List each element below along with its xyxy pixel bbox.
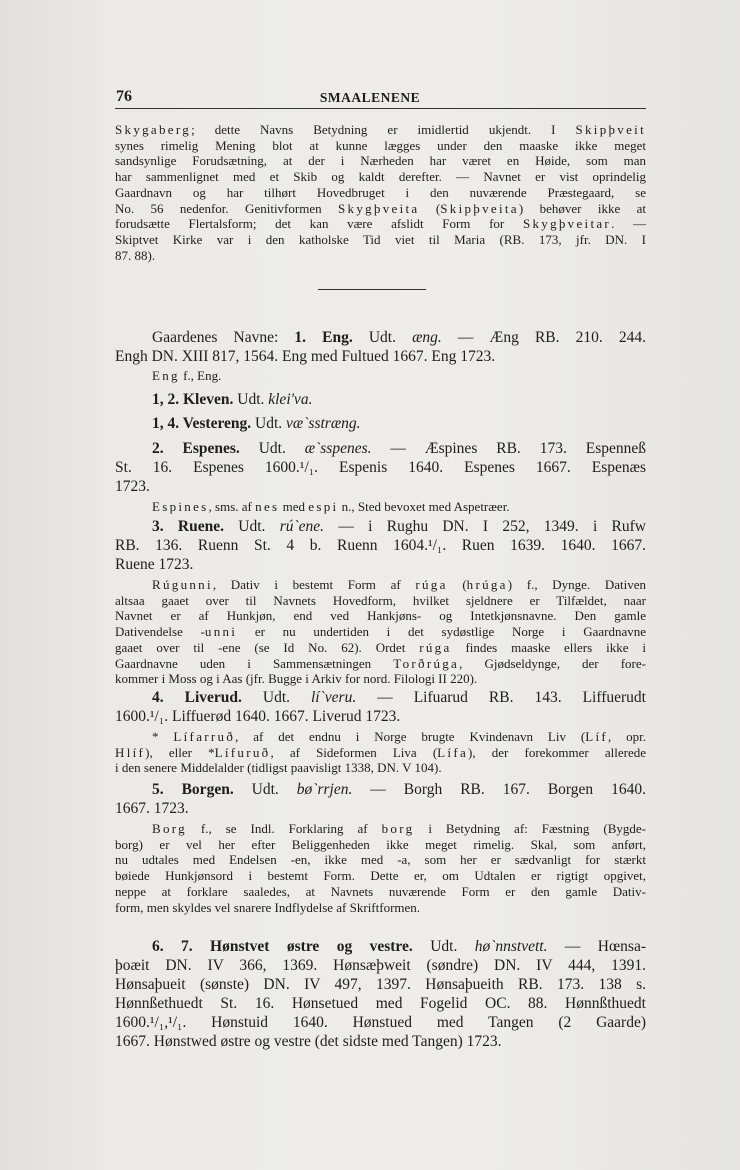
text-segment: f., Eng. <box>179 368 222 383</box>
text-segment: , sms. af <box>208 499 256 514</box>
text-segment: ) behøver ikke at <box>518 200 646 216</box>
text-segment: nu udtales med Endelsen -en, ikke med -a, som her er sædvanligt for stærkt <box>115 852 646 868</box>
text-line <box>115 329 646 348</box>
text-line <box>115 577 646 593</box>
text-segment: * <box>152 729 174 744</box>
text-segment: n., Sted bevoxet med Aspetræer. <box>338 499 510 514</box>
text-line <box>115 499 646 515</box>
text-segment: , Gjødseldynge, der fore- <box>459 655 646 671</box>
text-segment: ( <box>447 577 467 592</box>
pronunciation: væ`sstræng. <box>286 415 361 432</box>
text-line <box>115 781 646 800</box>
text-segment: Navnet er af Hunkjøn, end ved Hankjøns- og Intetkjønsnavne. Den gamle <box>115 608 646 624</box>
text-line <box>115 201 646 217</box>
text-line <box>115 391 646 410</box>
pronunciation: æng. <box>412 329 442 346</box>
text-segment: . — <box>611 216 646 232</box>
text-segment: synes rimelig Mening blot at kunne lægges under den maaske ikke meget <box>115 137 646 153</box>
pronunciation: bø`rrjen. <box>296 781 353 798</box>
section-separator-rule <box>318 289 426 290</box>
spaced-word: hrúga <box>466 577 508 592</box>
spaced-word: Skipþveit <box>575 122 646 137</box>
entry-paragraph <box>115 689 646 727</box>
text-segment: 1600.¹/₁,¹/₁. Hønstuid 1640. Hønstued med Tangen (2 Gaarde) <box>115 1013 646 1031</box>
text-segment: RB. 136. Ruenn St. 4 b. Ruenn 1604.¹/₁. Ruen 1639. 1640. 1667. <box>115 536 646 554</box>
text-line <box>115 1033 646 1052</box>
spaced-word: Skygþveita <box>338 200 420 216</box>
text-segment: ), eller * <box>145 744 215 760</box>
text-segment: Udt. <box>241 689 311 706</box>
spaced-word: nes <box>255 499 280 514</box>
text-line <box>115 957 646 976</box>
entry-paragraph <box>115 391 646 410</box>
text-segment: 1723. <box>115 477 150 495</box>
text-segment: 1667. 1723. <box>115 799 189 817</box>
text-segment: kommer i Moss og i Aas (jfr. Bugge i Arkiv for nord. Filologi II 220). <box>115 671 478 687</box>
note-paragraph <box>115 368 646 384</box>
spaced-word: Hlíf <box>115 744 146 760</box>
entry-heading: 4. Liverud. <box>152 689 242 706</box>
text-line <box>115 800 646 819</box>
entry-paragraph <box>115 415 646 434</box>
text-segment: — i Rughu DN. I 252, 1349. i Rufw <box>324 518 647 535</box>
note-paragraph <box>115 122 646 263</box>
text-segment: — Lifuarud RB. 143. Liffuerudt <box>356 689 646 706</box>
text-segment: ), der forekommer allerede <box>468 744 647 760</box>
text-segment: Udt. <box>224 518 280 535</box>
text-line <box>115 995 646 1014</box>
spaced-word: Borg <box>152 821 187 836</box>
text-line <box>115 900 646 916</box>
text-segment: Engh DN. XIII 817, 1564. Eng med Fultued 1667. Eng 1723. <box>115 347 496 365</box>
text-line <box>115 837 646 853</box>
entry-heading: 3. Ruene. <box>152 518 224 535</box>
text-line <box>115 122 646 138</box>
text-line <box>115 868 646 884</box>
pronunciation: æ`sspenes. <box>304 440 372 457</box>
text-line <box>115 593 646 609</box>
text-segment: bøiede Hunkjønsord i bestemt Form. Dette er, om Udtalen er rigtigt opgivet, <box>115 868 646 884</box>
text-segment: Gaardnavn og har tilhørt Hovedbruget i den nuværende Præstegaard, se <box>115 184 646 200</box>
entry-heading: 6. 7. Hønstvet østre og vestre. <box>152 938 413 955</box>
note-paragraph <box>115 577 646 687</box>
text-line <box>115 169 646 185</box>
text-segment: Hønsaþueit (sønste) DN. IV 497, 1397. Hønsaþueith RB. 173. 138 s. <box>115 975 646 993</box>
text-line <box>115 415 646 434</box>
text-segment: þoæit DN. IV 366, 1369. Hønsæþweit (søndre) DN. IV 444, 1391. <box>115 956 646 974</box>
text-line <box>115 640 646 656</box>
text-segment: Skiptvet Kirke var i den katholske Tid viet til Maria (RB. 173, jfr. DN. I <box>115 231 646 247</box>
text-line <box>115 608 646 624</box>
text-line <box>115 745 646 761</box>
text-segment: 1600.¹/₁. Liffuerød 1640. 1667. Liverud 1723. <box>115 707 401 725</box>
text-segment: form, men skyldes vel snarere Indflydelse af Skriftformen. <box>115 899 421 915</box>
text-line <box>115 821 646 837</box>
text-segment: , af Sideformen Liva ( <box>270 744 438 760</box>
entry-paragraph <box>115 938 646 1051</box>
entry-heading: 1. Eng. <box>294 329 353 346</box>
text-line <box>115 671 646 687</box>
text-segment: neppe at forklare saaledes, at Navnets nuværende Form er den gamle Dativ- <box>115 883 646 899</box>
text-line <box>115 232 646 248</box>
text-segment: sandsynlige Forudsætning, at der i Nærheden har været en Høide, som man <box>115 153 646 169</box>
text-segment: 1667. Hønstwed østre og vestre (det sidste med Tangen) 1723. <box>115 1032 502 1050</box>
running-title: SMAALENENE <box>319 90 421 105</box>
text-segment: Hønnßethuedt St. 16. Hønsetued med Fogelid OC. 88. Hønnßthuedt <box>115 994 646 1012</box>
text-segment: ) f., Dynge. Dativen <box>507 577 646 592</box>
entry-heading: 5. Borgen. <box>152 781 234 798</box>
entry-paragraph <box>115 518 646 575</box>
text-line <box>115 976 646 995</box>
entry-paragraph <box>115 440 646 497</box>
page-number: 76 <box>116 88 132 105</box>
text-line <box>115 729 646 745</box>
spaced-word: Lífa <box>437 744 469 760</box>
text-line <box>115 138 646 154</box>
text-segment: gaaet over til -ene (se Id No. 62). Ordet <box>115 639 420 655</box>
text-line <box>115 689 646 708</box>
text-line <box>115 348 646 367</box>
text-line <box>115 185 646 201</box>
spaced-word: espi <box>308 499 339 514</box>
note-paragraph <box>115 821 646 915</box>
header-rule <box>115 108 646 109</box>
text-line <box>115 216 646 232</box>
text-line <box>115 368 646 384</box>
spaced-word: Líf <box>585 729 608 744</box>
spaced-word: Skygþveitar <box>522 216 612 232</box>
text-segment: — Æspines RB. 173. Espenneß <box>371 440 647 457</box>
text-segment: med <box>279 499 309 514</box>
text-segment: — Æng RB. 210. 244. <box>441 329 646 346</box>
pronunciation: lí`veru. <box>311 689 357 706</box>
pronunciation: hø`nnstvett. <box>474 938 548 955</box>
spaced-word: borg <box>381 821 415 836</box>
text-segment: Gaardnavne uden i Sammensætningen <box>115 655 394 671</box>
text-line <box>115 459 646 478</box>
text-segment: — Hœnsa- <box>547 938 647 955</box>
spaced-word: rúga <box>415 577 448 592</box>
text-segment: St. 16. Espenes 1600.¹/₁. Espenis 1640. Espenes 1667. Espenæs <box>115 458 646 476</box>
text-segment: Udt. <box>251 415 287 432</box>
text-segment: altsaa gaaet over til Navnets Hovedform, hvilket sjeldnere er Tilfældet, naar <box>115 592 646 608</box>
text-segment: , opr. <box>608 729 647 744</box>
spaced-word: Lífuruð <box>214 744 271 760</box>
text-segment: ( <box>419 200 441 216</box>
text-line <box>115 1014 646 1033</box>
text-segment: borg) er vel her efter Beliggenheden ikke meget rimelig. Skal, som anført, <box>115 836 646 852</box>
text-line <box>115 478 646 497</box>
spaced-word: Skygaberg <box>115 122 192 137</box>
text-segment: i den senere Middelalder (tidligst paavisligt 1338, DN. V 104). <box>115 760 442 776</box>
spaced-word: Torðrúga <box>393 655 460 671</box>
text-segment: har sammenlignet med et Skib og kaldt derefter. — Navnet er vist oprindelig <box>115 169 646 185</box>
entry-heading: 2. Espenes. <box>152 440 240 457</box>
text-segment: f., se Indl. Forklaring af <box>186 821 382 836</box>
spaced-word: Rúgunni <box>152 577 213 592</box>
spaced-word: unni <box>204 624 238 640</box>
text-segment: Udt. <box>233 781 297 798</box>
text-segment: forudsætte Flertalsform; det kan være afslidt Form for <box>115 216 523 232</box>
text-segment: ; dette Navns Betydning er imidlertid ukjendt. I <box>191 122 576 137</box>
text-line <box>115 248 646 264</box>
spaced-word: Espines <box>152 499 209 514</box>
entry-heading: 1, 2. Kleven. <box>152 391 234 408</box>
text-line <box>115 708 646 727</box>
text-segment: Udt. <box>352 329 413 346</box>
text-segment: — Borgh RB. 167. Borgen 1640. <box>352 781 647 798</box>
text-segment: findes maaske ellers ikke i <box>451 639 646 655</box>
note-paragraph <box>115 499 646 515</box>
pronunciation: klei'va. <box>268 391 313 408</box>
spaced-word: rúga <box>419 639 452 655</box>
text-segment: er nu undertiden i det sydøstlige Norge i Gaardnavne <box>237 624 646 640</box>
spaced-word: Lífarruð <box>173 729 236 744</box>
text-segment: Dativendelse - <box>115 624 205 640</box>
text-line <box>115 884 646 900</box>
note-paragraph <box>115 729 646 776</box>
text-segment: , Dativ i bestemt Form af <box>212 577 416 592</box>
text-line <box>115 938 646 957</box>
text-line <box>115 518 646 537</box>
text-line <box>115 624 646 640</box>
text-line <box>115 760 646 776</box>
text-segment: 87. 88). <box>115 247 156 263</box>
text-segment: Udt. <box>412 938 475 955</box>
text-segment: No. 56 nedenfor. Genitivformen <box>115 200 338 216</box>
text-line <box>115 656 646 672</box>
entry-paragraph <box>115 329 646 367</box>
text-segment: , af det endnu i Norge brugte Kvindenavn Liv ( <box>235 729 586 744</box>
spaced-word: Eng <box>152 368 180 383</box>
text-line <box>115 556 646 575</box>
text-segment: Gaardenes Navne: <box>152 329 295 346</box>
pronunciation: rú`ene. <box>279 518 325 535</box>
text-line <box>115 440 646 459</box>
text-segment: Ruene 1723. <box>115 555 194 573</box>
text-segment: i Betydning af: Fæstning (Bygde- <box>414 821 646 836</box>
text-line <box>115 153 646 169</box>
text-segment: Udt. <box>233 391 269 408</box>
text-line <box>115 852 646 868</box>
text-segment: Udt. <box>239 440 305 457</box>
entry-paragraph <box>115 781 646 819</box>
entry-heading: 1, 4. Vestereng. <box>152 415 252 432</box>
text-line <box>115 537 646 556</box>
spaced-word: Skipþveita <box>440 200 519 216</box>
